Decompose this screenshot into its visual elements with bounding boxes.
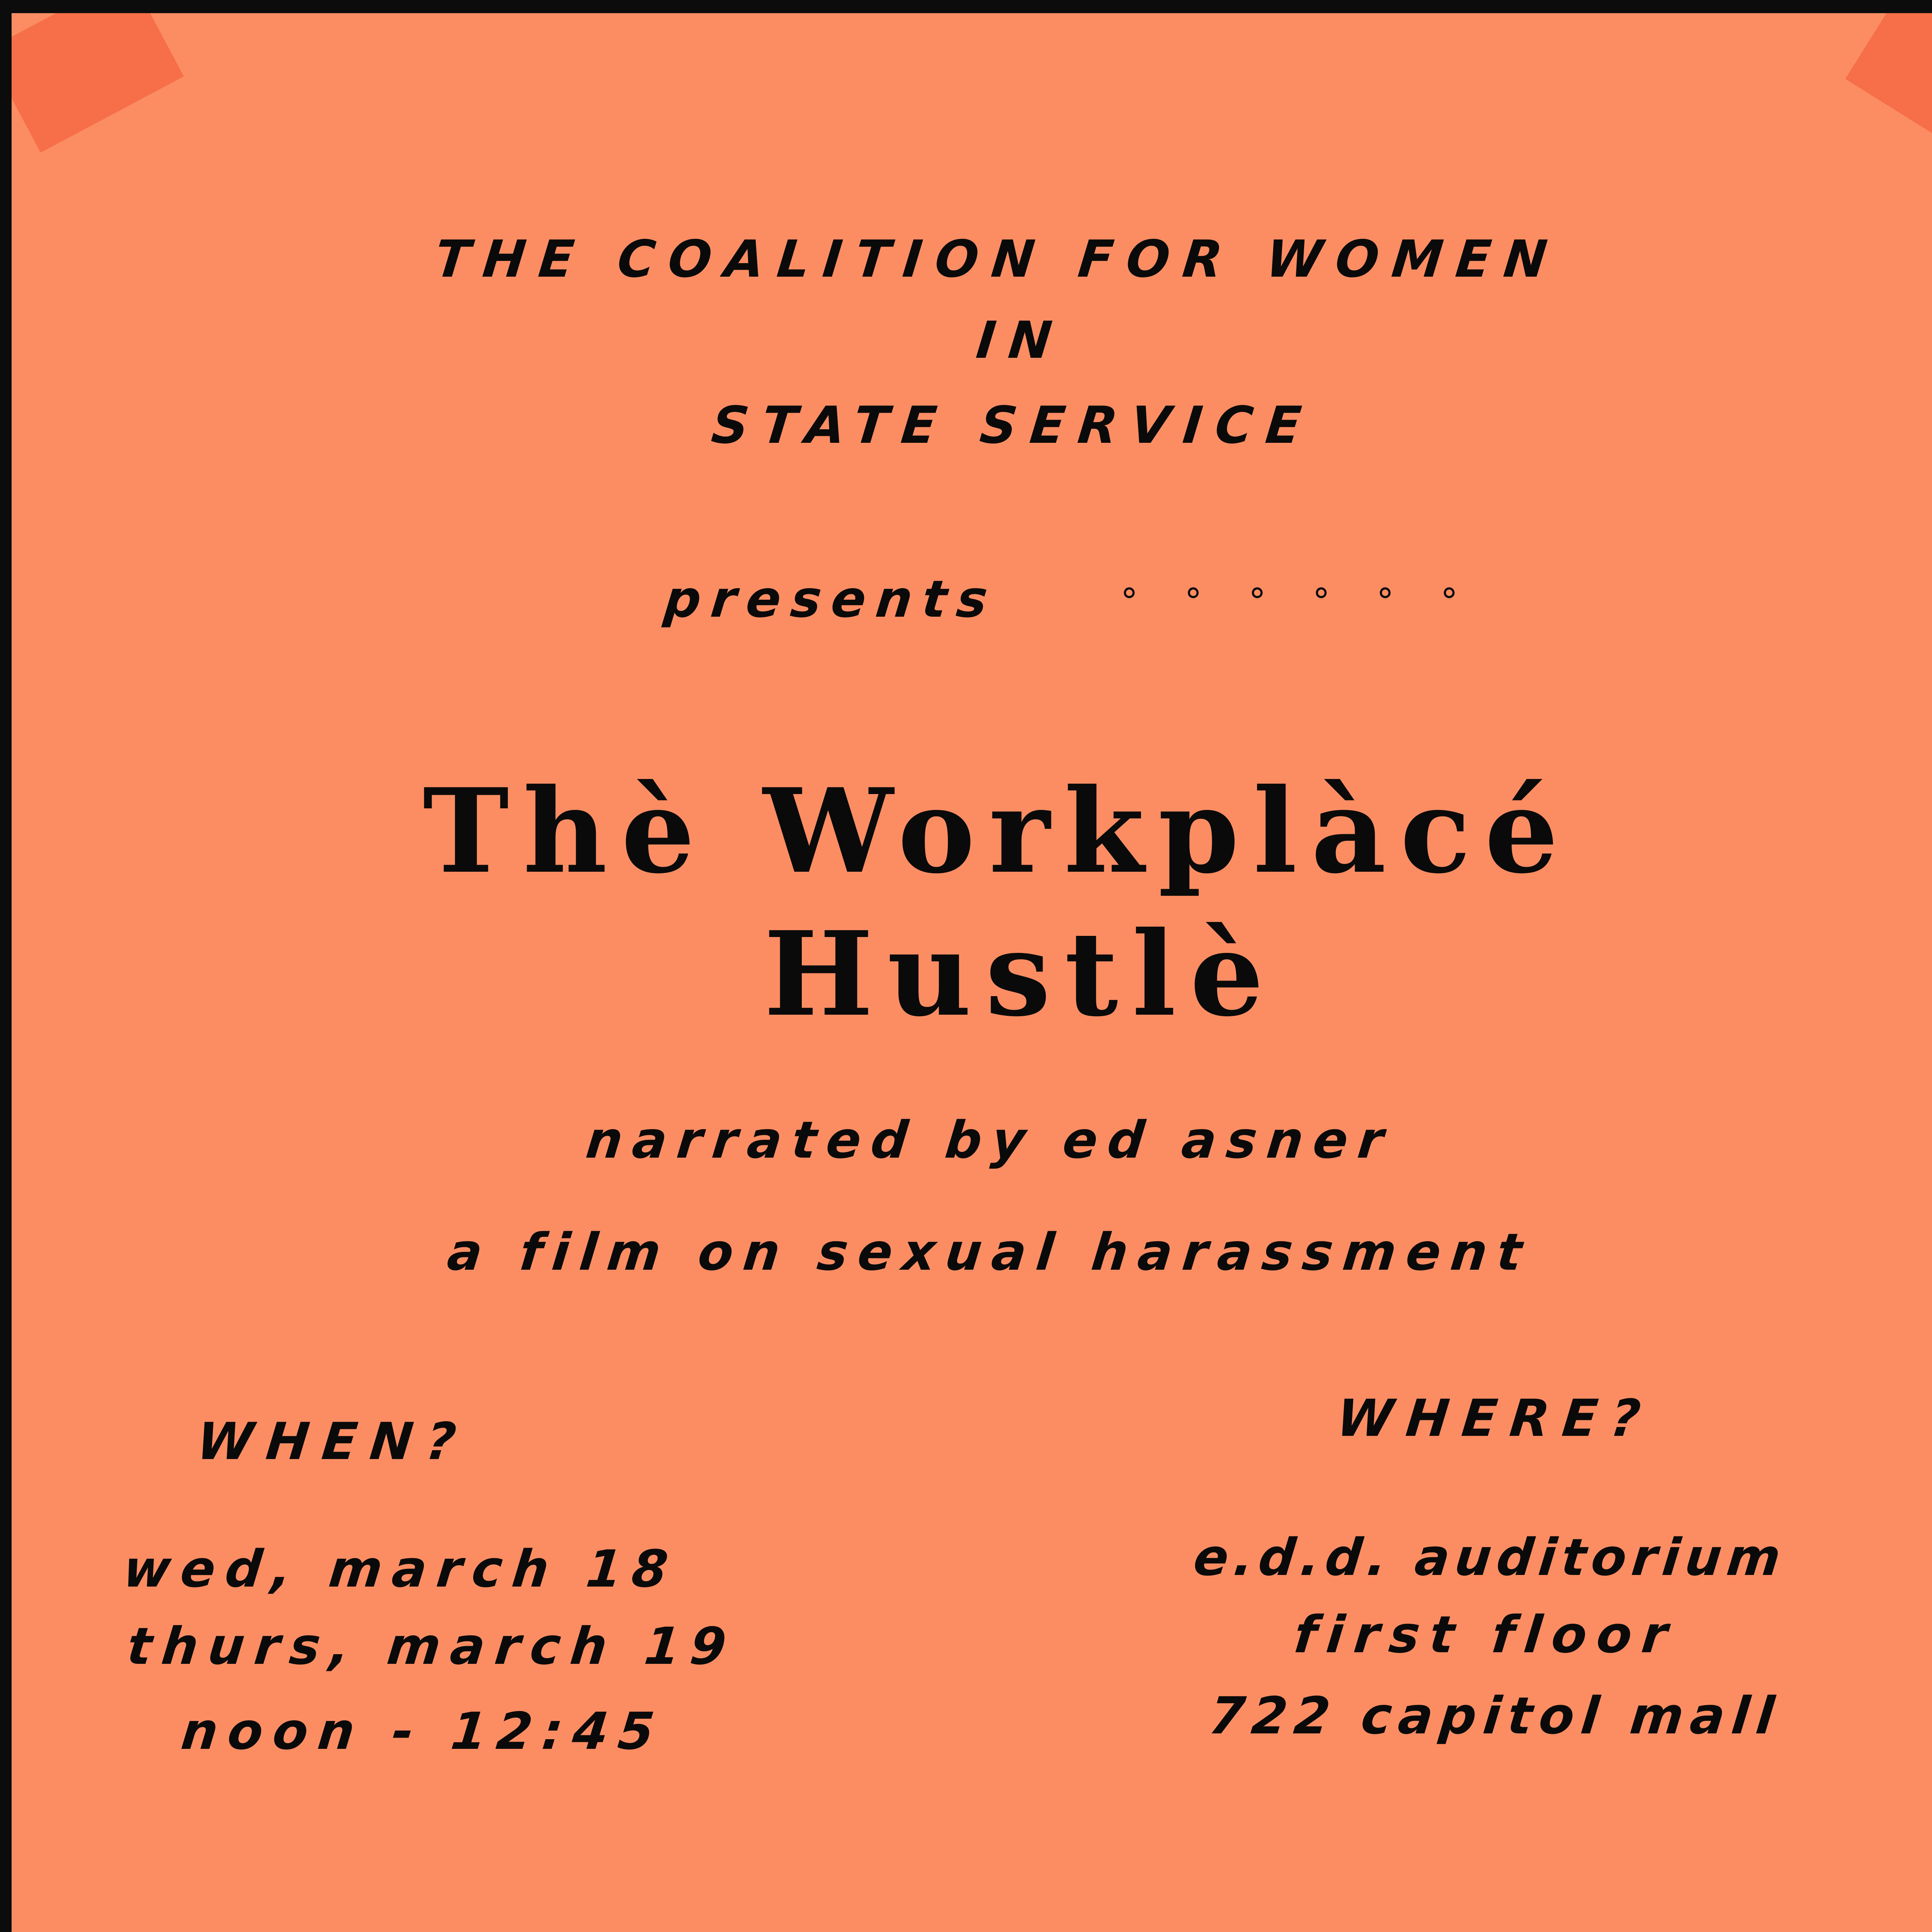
tape-top-left [12,13,184,153]
where-floor: first floor [1291,1605,1680,1665]
film-title-line-2: Hustlè [764,906,1278,1042]
presents-label: presents [661,570,1000,629]
where-address: 722 capitol mall [1206,1686,1784,1746]
header-line-3: STATE SERVICE [709,396,1317,455]
film-title-line-1: Thè Workplàcé [423,763,1572,899]
when-time: noon - 12:45 [178,1702,667,1761]
header-line-2: IN [973,311,1068,370]
where-venue: e.d.d. auditorium [1190,1528,1789,1587]
where-heading: WHERE? [1333,1389,1656,1448]
subtitle-line: a film on sexual harassment [444,1223,1535,1282]
presents-dots: ° ° ° ° ° ° [1121,581,1476,622]
header-line-1: THE COALITION FOR WOMEN [432,230,1563,289]
tape-top-right [1845,13,1932,153]
when-date-1: wed, march 18 [120,1539,681,1599]
when-date-2: thurs, march 19 [124,1617,739,1676]
narrator-line: narrated by ed asner [583,1111,1396,1170]
when-heading: WHEN? [194,1412,472,1471]
flyer-page [12,13,1932,1932]
